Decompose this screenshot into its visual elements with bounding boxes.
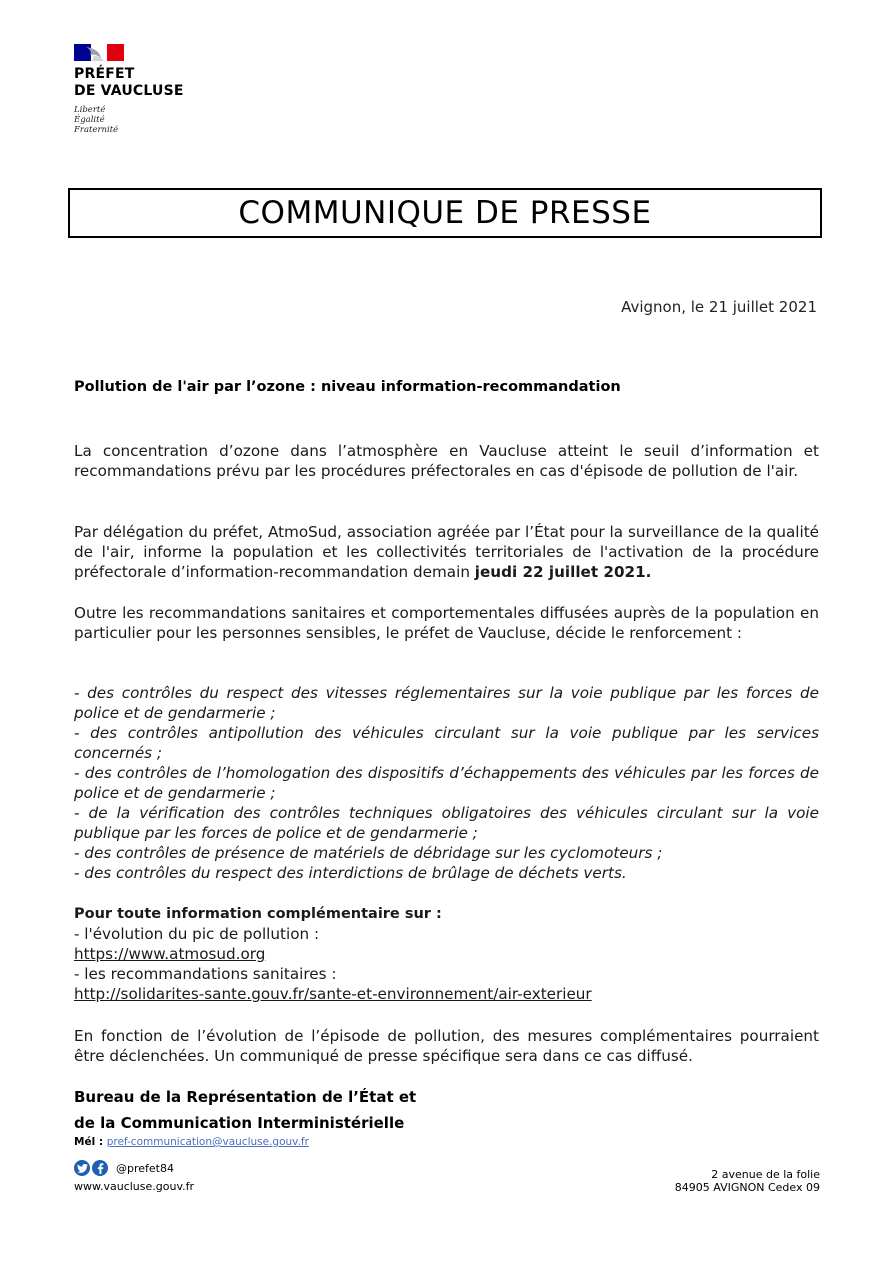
marianne-flag-logo: [74, 44, 124, 61]
paragraph-intro: La concentration d’ozone dans l’atmosphère en Vaucluse atteint le seuil d’information et recommandations prévu par les procédures préfectorales en cas d'épisode de pollution de l'air.: [74, 442, 819, 480]
paragraph-delegation: [74, 522, 819, 582]
paragraph-reinforcement: Outre les recommandations sanitaires et comportementales diffusées auprès de la population en particulier pour les personnes sensibles, le préfet de Vaucluse, décide le renforcement :: [74, 604, 819, 642]
facebook-icon[interactable]: [92, 1160, 108, 1176]
info-item-health: - les recommandations sanitaires :: [74, 965, 337, 983]
page-title: COMMUNIQUE DE PRESSE: [238, 195, 652, 231]
prefet-label: PRÉFET: [74, 66, 135, 82]
bureau-line-1: Bureau de la Représentation de l’État et: [74, 1088, 417, 1106]
subject-heading: Pollution de l'air par l’ozone : niveau information-recommandation: [74, 379, 621, 395]
department-label: DE VAUCLUSE: [74, 83, 184, 99]
info-item-pollution: - l'évolution du pic de pollution :: [74, 925, 320, 943]
bureau-line-2: de la Communication Interministérielle: [74, 1114, 405, 1132]
social-handle[interactable]: @prefet84: [116, 1161, 174, 1175]
paragraph-delegation-text: Par délégation du préfet, AtmoSud, association agréée par l’État pour la surveillance de la qualité de l'air, informe la population et les collectivités territoriales de l'activation de la procédure préfectorale d’information-recommandation demain: [74, 523, 819, 581]
paragraph-delegation-date: jeudi 22 juillet 2021.: [474, 563, 652, 581]
health-link[interactable]: http://solidarites-sante.gouv.fr/sante-et-environnement/air-exterieur: [74, 985, 592, 1003]
measures-list: [74, 683, 819, 883]
postal-address: [675, 1168, 820, 1194]
mel-line: [74, 1136, 309, 1148]
address-line-2: 84905 AVIGNON Cedex 09: [674, 1181, 820, 1194]
address-line-1: 2 avenue de la folie: [711, 1168, 820, 1181]
twitter-icon[interactable]: [74, 1160, 90, 1176]
motto-egalite: Égalité: [74, 115, 105, 125]
list-item: - des contrôles du respect des interdictions de brûlage de déchets verts.: [74, 864, 627, 882]
atmosud-link[interactable]: https://www.atmosud.org: [74, 945, 266, 963]
social-links: [74, 1160, 174, 1176]
list-item: - des contrôles antipollution des véhicules circulant sur la voie publique par les services concernés ;: [74, 724, 819, 762]
list-item: - des contrôles de présence de matériels de débridage sur les cyclomoteurs ;: [74, 844, 663, 862]
info-block: [74, 904, 819, 1004]
email-link[interactable]: pref-communication@vaucluse.gouv.fr: [106, 1136, 309, 1148]
title-box: [68, 188, 822, 238]
date-line: Avignon, le 21 juillet 2021: [621, 298, 817, 316]
paragraph-conclusion: En fonction de l’évolution de l’épisode de pollution, des mesures complémentaires pourraient être déclenchées. Un communiqué de presse spécifique sera dans ce cas diffusé.: [74, 1027, 819, 1065]
list-item: - des contrôles du respect des vitesses réglementaires sur la voie publique par les forces de police et de gendarmerie ;: [74, 684, 819, 722]
info-heading: Pour toute information complémentaire sur :: [74, 906, 442, 922]
website-link[interactable]: www.vaucluse.gouv.fr: [74, 1180, 195, 1193]
list-item: - des contrôles de l’homologation des dispositifs d’échappements des véhicules par les forces de police et de gendarmerie ;: [74, 764, 819, 802]
motto-liberte: Liberté: [74, 105, 106, 115]
motto-fraternite: Fraternité: [74, 125, 119, 135]
mel-label: Mél :: [74, 1136, 107, 1148]
list-item: - de la vérification des contrôles techniques obligatoires des véhicules circulant sur la voie publique par les forces de police et de gendarmerie ;: [74, 804, 819, 842]
